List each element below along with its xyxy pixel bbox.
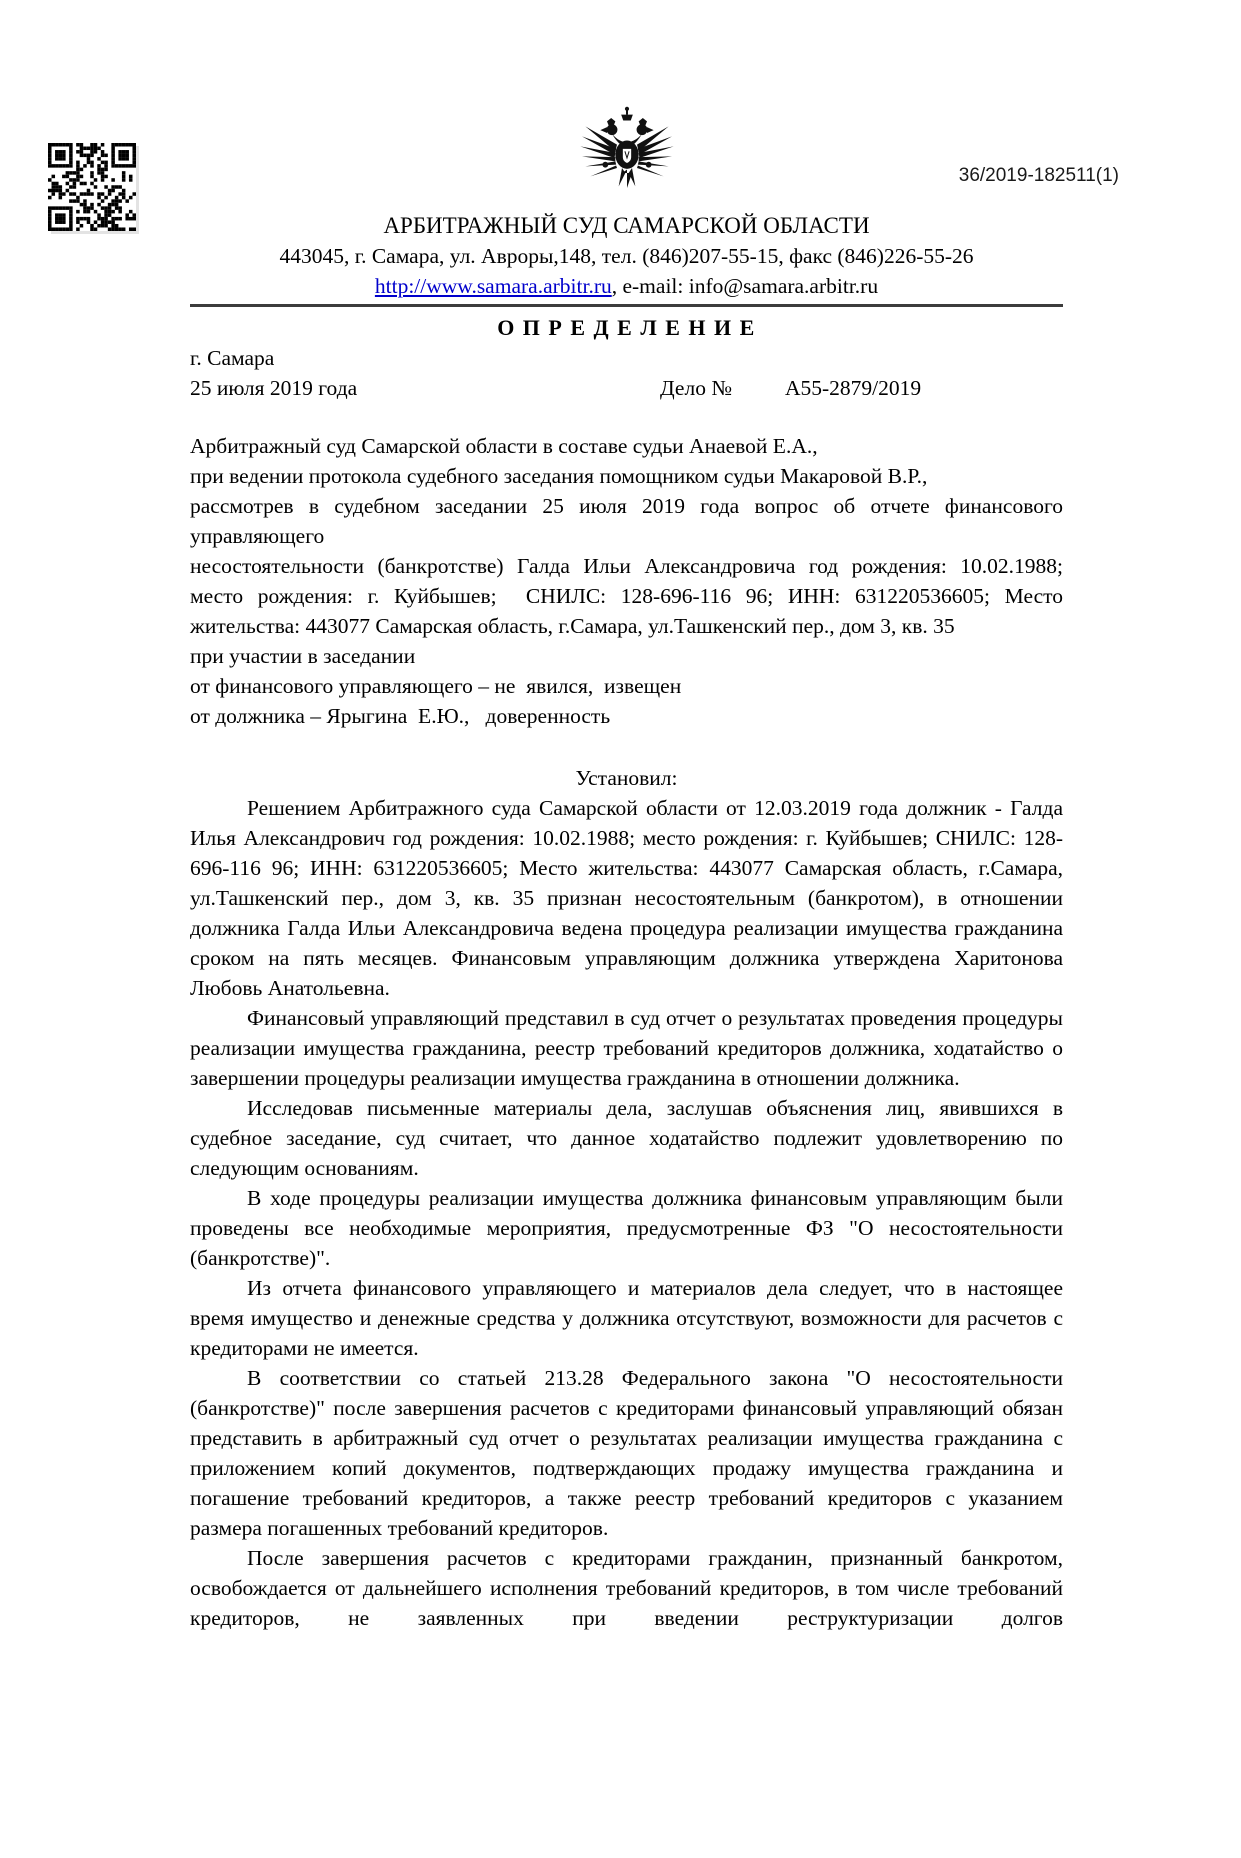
- preamble-line: рассмотрев в судебном заседании 25 июля 2019 года вопрос об отчете финансового управляющего: [190, 494, 1069, 548]
- ruling-paragraph: Исследовав письменные материалы дела, заслушав объяснения лиц, явившихся в судебное заседание, суд считает, что данное ходатайство подлежит удовлетворению по следующим основаниям.: [190, 1096, 1063, 1180]
- preamble-line: несостоятельности (банкротстве) Галда Ильи Александровича год рождения: 10.02.1988; место рождения: г. Куйбышев; СНИЛС: 128-696-116 96; ИНН: 631220536605; Место жительства: 443077 Самарская область, г.Самара, ул.Ташкенский пер., дом 3, кв. 35: [190, 554, 1069, 638]
- ruling-paragraph: Решением Арбитражного суда Самарской области от 12.03.2019 года должник - Галда Илья Александрович год рождения: 10.02.1988; место рождения: г. Куйбышев; СНИЛС: 128-696-116 96; ИНН: 631220536605; Место жительства: 443077 Самарская область, г.Самара, ул.Ташкенский пер., дом 3, кв. 35 признан несостоятельным (банкротом), в отношении должника Галда Ильи Александровича ведена процедура реализации имущества гражданина сроком на пять месяцев. Финансовым управляющим должника утверждена Харитонова Любовь Анатольевна.: [190, 796, 1063, 1000]
- case-number-label: Дело №: [660, 376, 732, 400]
- preamble-line: при ведении протокола судебного заседания помощником судьи Макаровой В.Р.,: [190, 464, 928, 488]
- document-title: О П Р Е Д Е Л Е Н И Е: [497, 315, 756, 340]
- ruling-paragraph: В ходе процедуры реализации имущества должника финансовым управляющим были проведены все необходимые мероприятия, предусмотренные ФЗ "О несостоятельности (банкротстве)".: [190, 1186, 1063, 1270]
- decision-date: 25 июля 2019 года: [190, 376, 358, 400]
- document-body: [190, 103, 1069, 1633]
- court-ruling-page: [0, 103, 1241, 1858]
- preamble-line: от должника – Ярыгина Е.Ю., доверенность: [190, 704, 611, 728]
- preamble-line: от финансового управляющего – не явился, извещен: [190, 674, 682, 698]
- ruling-heading: Установил:: [575, 766, 678, 790]
- ruling-paragraphs: [190, 793, 1063, 1633]
- ruling-paragraph: Финансовый управляющий представил в суд отчет о результатах проведения процедуры реализации имущества гражданина, реестр требований кредиторов должника, ходатайство о завершении процедуры реализации имущества гражданина в отношении должника.: [190, 1006, 1063, 1090]
- preamble-line: Арбитражный суд Самарской области в составе судьи Анаевой Е.А.,: [190, 434, 818, 458]
- court-name: АРБИТРАЖНЫЙ СУД САМАРСКОЙ ОБЛАСТИ: [383, 213, 870, 238]
- preamble: [190, 431, 1069, 731]
- ruling-paragraph: После завершения расчетов с кредиторами гражданин, признанный банкротом, освобождается от дальнейшего исполнения требований кредиторов, в том числе требований кредиторов, не заявленных при введении реструктуризации долгов: [190, 1546, 1063, 1630]
- header-divider: [190, 304, 1063, 307]
- coat-of-arms-icon: [577, 103, 677, 203]
- ruling-paragraph: В соответствии со статьей 213.28 Федерального закона "О несостоятельности (банкротстве)" после завершения расчетов с кредиторами финансовый управляющий обязан представить в арбитражный суд отчет о результатах реализации имущества гражданина с приложением копий документов, подтверждающих продажу имущества гражданина и погашение требований кредиторов, а также реестр требований кредиторов с указанием размера погашенных требований кредиторов.: [190, 1366, 1063, 1540]
- ruling-paragraph: Из отчета финансового управляющего и материалов дела следует, что в настоящее время имущество и денежные средства у должника отсутствуют, возможности для расчетов с кредиторами не имеется.: [190, 1276, 1063, 1360]
- court-address: 443045, г. Самара, ул. Авроры,148, тел. (846)207-55-15, факс (846)226-55-26: [279, 244, 974, 268]
- case-number: А55-2879/2019: [785, 376, 922, 400]
- court-contacts: [190, 271, 1063, 301]
- court-website-link[interactable]: http://www.samara.arbitr.ru: [374, 274, 612, 298]
- qr-code-icon: [48, 143, 136, 231]
- court-email: , e-mail: info@samara.arbitr.ru: [611, 274, 879, 298]
- date-case-row: [190, 373, 1063, 403]
- preamble-line: при участии в заседании: [190, 644, 416, 668]
- place-line: г. Самара: [190, 346, 275, 370]
- document-registration-number: 36/2019-182511(1): [958, 165, 1119, 186]
